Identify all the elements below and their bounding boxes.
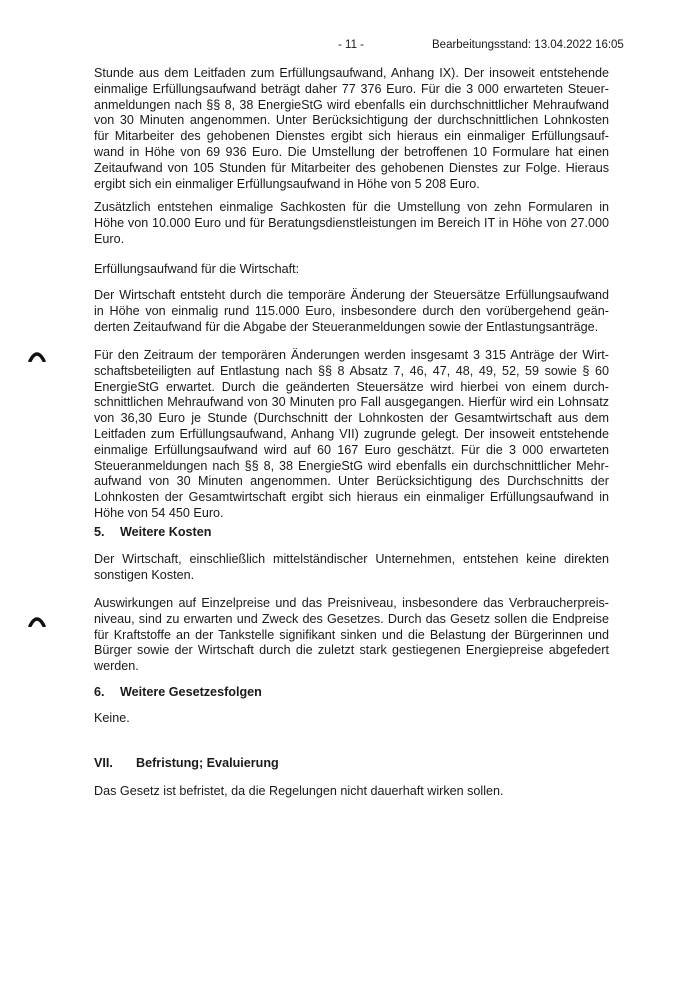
text-line: Euro. bbox=[94, 231, 125, 246]
text-line: in Höhe von einmalig rund 115.000 Euro, insbesondere durch den vorübergehend geän- bbox=[94, 303, 609, 318]
text-line: schnittlichen Mehraufwand von 30 Minuten pro Fall ausgegangen. Hierfür wird ein Lohnsatz bbox=[94, 395, 609, 410]
text-line: derten Zeitaufwand für die Abgabe der Steueranmeldungen sowie der Entlastungsanträge. bbox=[94, 319, 599, 334]
paragraph-administration-cost bbox=[94, 66, 609, 192]
text-line: einmalige Erfüllungsaufwand wird auf 60 167 Euro geschätzt. Für die 3 000 erwarteten bbox=[94, 442, 609, 457]
text-line: Höhe von 54 450 Euro. bbox=[94, 505, 224, 520]
edit-status: Bearbeitungsstand: 13.04.2022 16:05 bbox=[432, 39, 624, 51]
paragraph-material-cost bbox=[94, 200, 609, 247]
text-line: von 30 Minuten angenommen. Unter Berücksichtigung der durchschnittlichen Lohnkosten bbox=[94, 113, 609, 128]
paragraph-business-cost bbox=[94, 288, 609, 335]
paragraph-price-effects bbox=[94, 596, 609, 675]
section-title: Weitere Kosten bbox=[120, 525, 212, 539]
text-line: Höhe von 10.000 Euro und für Beratungsdienstleistungen im Bereich IT in Höhe von 27.000 bbox=[94, 215, 609, 230]
text-line: für Mitarbeiter des gehobenen Dienstes ergibt sich hieraus ein einmaliger Erfüllungsauf- bbox=[94, 129, 609, 144]
text-line: sonstigen Kosten. bbox=[94, 567, 195, 582]
text-line: Das Gesetz ist befristet, da die Regelungen nicht dauerhaft wirken sollen. bbox=[94, 784, 504, 798]
section-heading-gesetzesfolgen bbox=[94, 685, 262, 699]
text-line: von 36,30 Euro je Stunde (Durchschnitt der Lohnkosten der Gesamtwirtschaft aus dem bbox=[94, 411, 609, 426]
paragraph-applications bbox=[94, 348, 609, 522]
margin-mark-icon bbox=[28, 615, 46, 627]
text-line: Der Wirtschaft, einschließlich mittelständischer Unternehmen, entstehen keine direkten bbox=[94, 552, 609, 566]
section-heading-befristung bbox=[94, 756, 279, 770]
section-number: VII. bbox=[94, 756, 113, 770]
text-line: ergibt sich ein einmaliger Erfüllungsaufwand in Höhe von 5 208 Euro. bbox=[94, 176, 480, 191]
paragraph-business-label bbox=[94, 262, 609, 278]
section-heading-weitere-kosten bbox=[94, 525, 211, 539]
paragraph-limitation bbox=[94, 784, 609, 800]
text-line: Bürger sowie der Wirtschaft durch die zuletzt stark gestiegenen Energiepreise abgefedert bbox=[94, 643, 609, 658]
section-title: Weitere Gesetzesfolgen bbox=[120, 685, 262, 699]
text-line: Stunde aus dem Leitfaden zum Erfüllungsaufwand, Anhang IX). Der insoweit entstehende bbox=[94, 66, 609, 80]
text-line: Zusätzlich entstehen einmalige Sachkosten für die Umstellung von zehn Formularen in bbox=[94, 200, 609, 214]
text-line: Steueranmeldungen nach §§ 8, 38 EnergieStG wird ebenfalls ein durchschnittlicher Mehr- bbox=[94, 458, 609, 473]
page-number: - 11 - bbox=[338, 39, 364, 51]
text-line: Lohnkosten der Gesamtwirtschaft ergibt sich hieraus ein einmaliger Erfüllungsaufwand in bbox=[94, 490, 609, 505]
paragraph-other-costs bbox=[94, 552, 609, 584]
text-line: niveau, sind zu erwarten und Zweck des Gesetzes. Durch das Gesetz sollen die Endpreise bbox=[94, 611, 609, 626]
section-number: 5. bbox=[94, 525, 105, 539]
text-line: wand in Höhe von 69 936 Euro. Die Umstellung der betroffenen 10 Formulare hat einen bbox=[94, 144, 609, 159]
text-line: Erfüllungsaufwand für die Wirtschaft: bbox=[94, 262, 300, 276]
paragraph-none bbox=[94, 711, 609, 727]
text-line: aufwand von 30 Minuten angenommen. Unter Berücksichtigung des Durchschnitts der bbox=[94, 474, 609, 489]
text-line: für Kraftstoffe an der Tankstelle signifikant sinken und die Belastung der Bürgerinnen und bbox=[94, 627, 609, 642]
text-line: Zeitaufwand von 105 Stunden für Mitarbeiter des gehobenen Dienstes zur Folge. Hieraus bbox=[94, 160, 609, 175]
text-line: anmeldungen nach §§ 8, 38 EnergieStG wird ebenfalls ein durchschnittlicher Mehraufwand bbox=[94, 97, 609, 112]
text-line: Keine. bbox=[94, 711, 130, 725]
section-title: Befristung; Evaluierung bbox=[136, 756, 279, 770]
text-line: Auswirkungen auf Einzelpreise und das Preisniveau, insbesondere das Verbraucherpreis- bbox=[94, 596, 609, 610]
margin-mark-icon bbox=[28, 350, 46, 362]
text-line: EnergieStG erwartet. Durch die geänderten Steuersätze wird hierbei von einem durch- bbox=[94, 379, 609, 394]
text-line: einmalige Erfüllungsaufwand beträgt daher 77 376 Euro. Für die 3 000 erwarteten Steuer- bbox=[94, 81, 609, 96]
text-line: Für den Zeitraum der temporären Änderungen werden insgesamt 3 315 Anträge der Wirt- bbox=[94, 348, 609, 362]
text-line: werden. bbox=[94, 659, 139, 674]
section-number: 6. bbox=[94, 685, 105, 699]
text-line: Der Wirtschaft entsteht durch die temporäre Änderung der Steuersätze Erfüllungsaufwand bbox=[94, 288, 609, 302]
text-line: schaftsbeteiligten auf Entlastung nach §§ 8 Absatz 7, 46, 47, 48, 49, 52, 59 sowie § 60 bbox=[94, 363, 609, 378]
text-line: Leitfaden zum Erfüllungsaufwand, Anhang VII) zugrunde gelegt. Der insoweit entstehende bbox=[94, 426, 609, 441]
